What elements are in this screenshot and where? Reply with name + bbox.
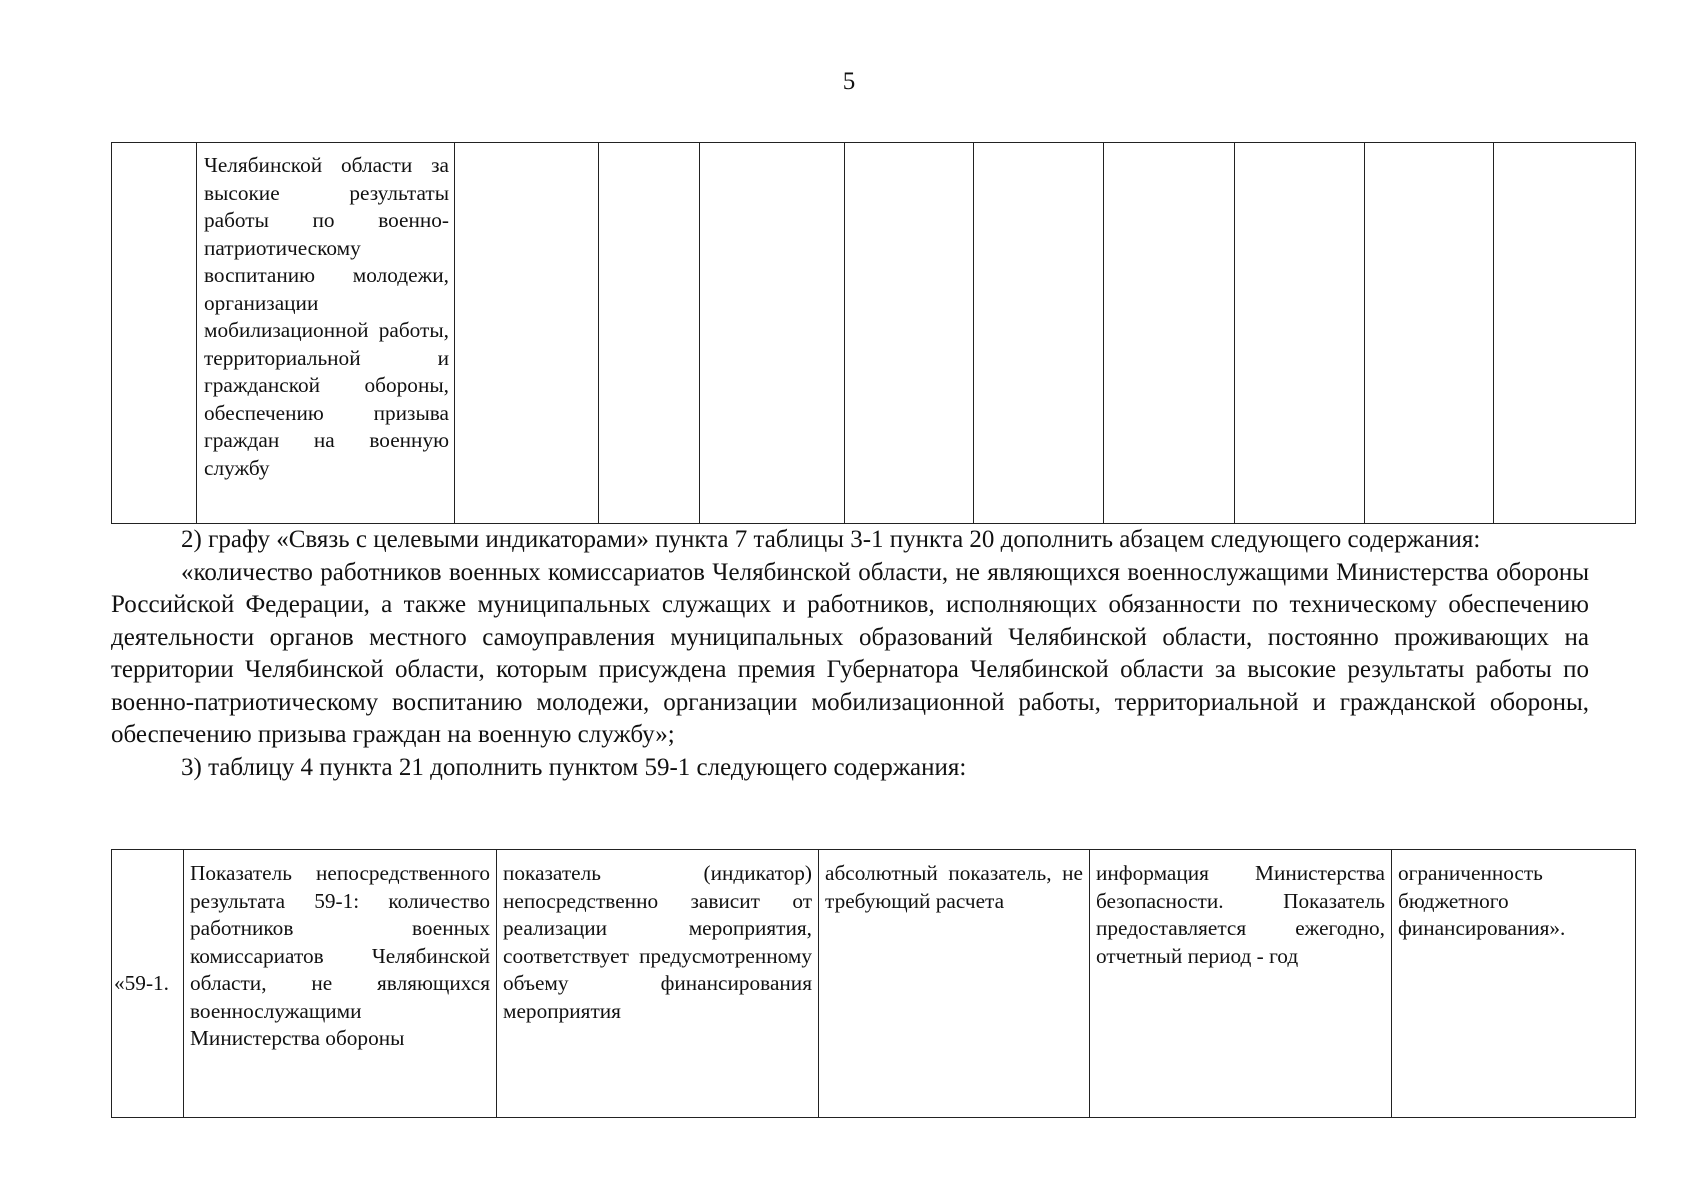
indicator-name: Показатель непосредственного результата 59-1: количество работников военных комиссариатов Челябинской области, не являющихся военнослужащими Министерства обороны (184, 850, 497, 1118)
table-cell-empty (1104, 143, 1235, 524)
table-cell-empty (845, 143, 974, 524)
table-cell-indicator-text: Челябинской области за высокие результаты работы по военно-патриотическому воспитанию молодежи, организации мобилизационной работы, территориальной и гражданской обороны, обеспечению призыва граждан на военную службу (197, 143, 455, 524)
table-row (112, 850, 1636, 1118)
page-number: 5 (842, 68, 856, 95)
paragraph-quote: «количество работников военных комиссариатов Челябинской области, не являющихся военнослужащими Министерства обороны Российской Федерации, а также муниципальных служащих и работников, исполняющих обязанности по техническому обеспечению деятельности органов местного самоуправления муниципальных образований Челябинской области, постоянно проживающих на территории Челябинской области, которым присуждена премия Губернатора Челябинской области за высокие результаты работы по военно-патриотическому воспитанию молодежи, организации мобилизационной работы, территориальной и гражданской обороны, обеспечению призыва граждан на военную службу»; (111, 558, 1589, 748)
table-cell-empty (599, 143, 700, 524)
paragraph-item-3: 3) таблицу 4 пункта 21 дополнить пунктом 59-1 следующего содержания: (181, 753, 967, 781)
table-cell-empty (455, 143, 599, 524)
risks: ограниченность бюджетного финансирования». (1392, 850, 1636, 1118)
paragraph-item-2: 2) графу «Связь с целевыми индикаторами» пункта 7 таблицы 3-1 пункта 20 дополнить абзацем следующего содержания: (181, 526, 1481, 553)
amendment-text (111, 524, 1589, 784)
table-cell-empty (1235, 143, 1365, 524)
table-cell-empty (1365, 143, 1494, 524)
table-row (112, 143, 1636, 524)
data-source: информация Министерства безопасности. Показатель предоставляется ежегодно, отчетный период - год (1090, 850, 1392, 1118)
table-cell-empty (974, 143, 1104, 524)
indicator-relation: показатель (индикатор) непосредственно зависит от реализации мероприятия, соответствует предусмотренному объему финансирования мероприятия (497, 850, 819, 1118)
row-number: «59-1. (112, 850, 184, 1118)
table-cell-empty (112, 143, 197, 524)
table-cell-empty (1494, 143, 1636, 524)
calculation-method: абсолютный показатель, не требующий расчета (819, 850, 1090, 1118)
indicator-table-59-1 (111, 849, 1636, 1118)
indicator-table-continuation (111, 142, 1636, 524)
table-cell-empty (700, 143, 845, 524)
